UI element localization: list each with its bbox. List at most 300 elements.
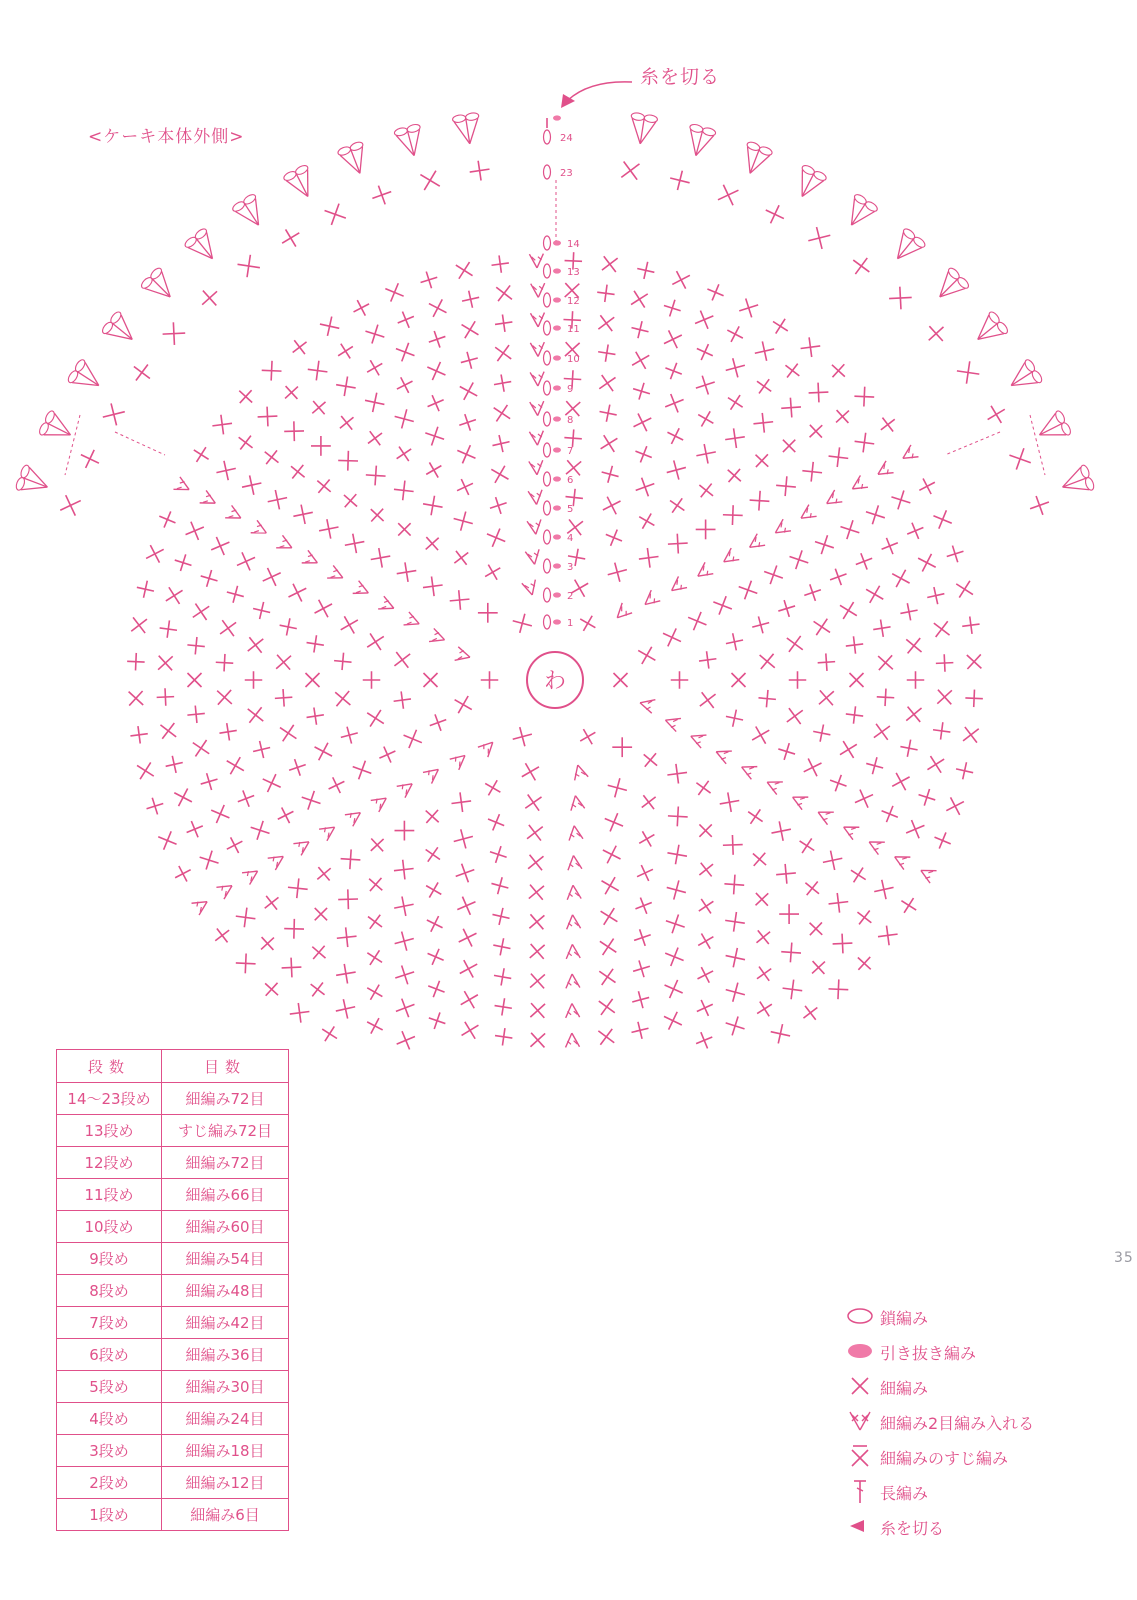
single-crochet-mark <box>892 773 909 790</box>
single-crochet-mark <box>874 724 890 740</box>
single-crochet-mark <box>806 955 831 980</box>
single-crochet-mark <box>396 343 415 362</box>
single-crochet-mark <box>529 885 544 900</box>
single-crochet-mark <box>937 690 952 705</box>
increase-mark <box>849 475 868 494</box>
single-crochet-mark <box>726 1016 745 1035</box>
single-crochet-mark <box>460 382 477 399</box>
single-crochet-mark <box>638 647 655 664</box>
double-crochet-shell-mark <box>969 310 1009 349</box>
single-crochet-mark <box>804 759 822 777</box>
single-crochet-mark <box>60 495 80 515</box>
single-crochet-mark <box>854 387 874 407</box>
single-crochet-mark <box>522 763 539 780</box>
single-crochet-mark <box>899 738 919 758</box>
chain-mark <box>544 264 551 278</box>
stitch-count-cell: 細編み6目 <box>162 1499 289 1531</box>
single-crochet-mark <box>752 961 776 985</box>
single-crochet-mark <box>750 491 770 511</box>
single-crochet-mark <box>371 548 390 567</box>
single-crochet-mark <box>755 341 774 360</box>
single-crochet-mark <box>492 373 512 393</box>
single-crochet-mark <box>422 878 446 902</box>
single-crochet-mark <box>571 580 588 597</box>
single-crochet-mark <box>429 299 447 317</box>
single-crochet-mark <box>668 168 692 192</box>
double-crochet-shell-mark <box>15 464 52 499</box>
legend-label: 細編み2目編み入れる <box>880 1414 1035 1433</box>
double-crochet-shell-mark <box>683 123 716 159</box>
single-crochet-mark <box>631 380 653 402</box>
stitch-count-cell: 細編み60目 <box>162 1211 289 1243</box>
single-crochet-mark <box>608 563 627 582</box>
single-crochet-mark <box>363 910 387 934</box>
single-crochet-mark <box>635 827 659 851</box>
single-crochet-mark <box>809 383 829 403</box>
single-crochet-mark <box>771 821 790 840</box>
single-crochet-mark <box>164 754 185 775</box>
single-crochet-mark <box>259 445 284 470</box>
single-crochet-mark <box>603 497 621 515</box>
chain-mark <box>544 130 551 144</box>
single-crochet-mark <box>363 671 381 689</box>
center-column <box>65 82 1045 708</box>
single-crochet-mark <box>724 631 745 652</box>
single-crochet-mark <box>129 691 144 706</box>
chain-mark <box>544 615 551 629</box>
double-crochet-shell-mark <box>394 123 427 159</box>
single-crochet-mark <box>667 845 686 864</box>
single-crochet-mark <box>158 619 178 639</box>
single-crochet-mark <box>635 260 656 281</box>
round-cell: 3段め <box>57 1435 162 1467</box>
increase-mark <box>840 821 859 840</box>
double-crochet-shell-mark <box>840 193 878 233</box>
single-crochet-mark <box>739 581 758 600</box>
single-crochet-mark <box>665 980 683 998</box>
single-crochet-mark <box>337 927 357 947</box>
single-crochet-mark <box>195 284 223 312</box>
single-crochet-mark <box>277 224 304 251</box>
single-crochet-mark <box>787 636 803 652</box>
single-crochet-mark <box>787 708 803 724</box>
single-crochet-mark <box>309 902 334 927</box>
single-crochet-mark <box>790 550 809 569</box>
double-crochet-shell-mark <box>231 193 269 233</box>
single-crochet-mark <box>462 1022 479 1039</box>
single-crochet-mark <box>421 842 445 866</box>
single-crochet-mark <box>693 996 716 1019</box>
chain-mark <box>544 443 551 457</box>
slip-stitch-mark <box>553 325 561 330</box>
single-crochet-mark <box>305 706 325 726</box>
single-crochet-mark <box>307 940 332 965</box>
single-crochet-mark <box>491 906 512 927</box>
table-row <box>57 1211 289 1243</box>
table-row <box>57 1307 289 1339</box>
single-crochet-mark <box>341 849 361 869</box>
increase-mark <box>918 864 937 883</box>
single-crochet-mark <box>852 951 877 976</box>
table-row <box>57 1435 289 1467</box>
single-crochet-mark <box>916 786 938 808</box>
round-number: 1 <box>567 618 574 629</box>
single-crochet-mark <box>722 463 747 488</box>
single-crochet-mark <box>804 916 829 941</box>
single-crochet-mark <box>827 772 849 794</box>
single-crochet-mark <box>704 281 727 304</box>
increase-mark <box>397 778 417 798</box>
double-crochet-shell-mark <box>452 112 483 146</box>
chain-mark <box>544 381 551 395</box>
single-crochet-mark <box>248 637 264 653</box>
single-crochet-mark <box>210 923 235 948</box>
single-crochet-mark <box>529 914 544 929</box>
round-number: 13 <box>567 267 580 278</box>
single-crochet-mark <box>823 851 842 870</box>
double-crochet-shell-mark <box>101 310 141 349</box>
single-crochet-mark <box>259 977 284 1002</box>
single-crochet-mark <box>668 807 688 827</box>
single-crochet-mark <box>395 409 414 428</box>
single-crochet-mark <box>335 691 350 706</box>
single-crochet-mark <box>665 394 683 412</box>
round-number: 14 <box>567 239 580 250</box>
increase-mark <box>663 714 681 732</box>
single-crochet-mark <box>345 534 364 553</box>
single-crochet-mark <box>598 315 614 331</box>
single-crochet-mark <box>242 475 261 494</box>
single-crochet-mark <box>761 201 788 228</box>
round-number: 2 <box>567 591 574 602</box>
single-crochet-mark <box>621 162 639 180</box>
single-crochet-mark <box>817 653 836 672</box>
single-crochet-mark <box>781 398 801 418</box>
round-cell: 7段め <box>57 1307 162 1339</box>
single-crochet-mark <box>878 535 901 558</box>
single-crochet-mark <box>286 756 308 778</box>
double-crochet-shell-mark <box>337 141 372 178</box>
single-crochet-mark <box>725 428 745 448</box>
increase-mark <box>345 807 364 826</box>
increase-mark <box>866 836 885 855</box>
single-crochet-mark <box>394 896 413 915</box>
table-row <box>57 1083 289 1115</box>
increase-mark <box>529 460 544 475</box>
single-crochet-mark <box>451 792 471 812</box>
stitch-count-cell: 細編み54目 <box>162 1243 289 1275</box>
chain-mark <box>544 236 551 250</box>
single-crochet-mark <box>602 877 619 894</box>
round-number: 6 <box>567 475 574 486</box>
single-crochet-mark <box>423 496 442 515</box>
single-crochet-mark <box>724 875 744 895</box>
chain-mark <box>544 412 551 426</box>
single-crochet-mark <box>289 584 307 602</box>
single-crochet-mark <box>258 407 278 427</box>
increase-mark <box>530 313 545 328</box>
single-crochet-mark <box>853 550 876 573</box>
single-crochet-mark <box>672 271 690 289</box>
round-cell: 1段め <box>57 1499 162 1531</box>
single-crochet-mark <box>394 652 410 668</box>
slip-stitch-mark <box>553 534 561 539</box>
single-crochet-mark <box>315 600 332 617</box>
increase-mark <box>567 855 582 870</box>
increase-mark <box>566 914 581 929</box>
increase-mark <box>764 776 783 795</box>
single-crochet-mark <box>290 1003 310 1023</box>
cut-yarn-label: 糸を切る <box>640 66 721 88</box>
double-crochet-shell-mark <box>790 164 827 203</box>
single-crochet-mark <box>225 584 246 605</box>
increase-mark <box>891 851 910 870</box>
double-crochet-shell-mark <box>38 410 77 447</box>
single-crochet-mark <box>233 384 258 409</box>
single-crochet-mark <box>632 894 655 917</box>
single-crochet-mark <box>156 688 174 706</box>
stitch-count-cell: 細編み36目 <box>162 1339 289 1371</box>
single-crochet-mark <box>667 460 686 479</box>
single-crochet-mark <box>944 543 966 565</box>
single-crochet-mark <box>634 414 652 432</box>
increase-mark <box>302 550 321 569</box>
starting-chains <box>544 115 562 629</box>
single-crochet-mark <box>460 289 481 310</box>
increase-mark <box>293 836 312 855</box>
single-crochet-mark <box>129 725 149 745</box>
single-crochet-mark <box>829 447 849 467</box>
single-crochet-mark <box>363 872 388 897</box>
increase-mark <box>571 763 588 780</box>
chain-mark <box>544 293 551 307</box>
single-crochet-mark <box>238 255 260 277</box>
page-number: 35 <box>1114 1250 1134 1266</box>
single-crochet-mark <box>220 620 236 636</box>
single-crochet-mark <box>127 653 145 671</box>
table-row <box>57 1275 289 1307</box>
single-crochet-mark <box>528 855 543 870</box>
increase-icon <box>846 1408 874 1434</box>
single-crochet-mark <box>263 774 281 792</box>
single-crochet-mark <box>633 861 656 884</box>
chain-mark <box>544 165 551 179</box>
single-crochet-mark <box>599 969 615 985</box>
increase-mark <box>455 647 472 664</box>
double-crochet-shell-mark <box>282 164 319 203</box>
single-crochet-mark <box>494 313 514 333</box>
single-crochet-mark <box>664 330 682 348</box>
single-crochet-mark <box>696 520 716 540</box>
increase-mark <box>565 1003 580 1018</box>
round-cell: 12段め <box>57 1147 162 1179</box>
round-number: 5 <box>567 504 574 515</box>
single-crochet-mark <box>397 1031 415 1049</box>
single-crochet-mark <box>424 945 447 968</box>
single-crochet-mark <box>878 655 893 670</box>
single-crochet-mark <box>287 335 312 360</box>
single-crochet-mark <box>385 283 403 301</box>
single-crochet-mark <box>308 361 328 381</box>
single-crochet-mark <box>771 1024 790 1043</box>
single-crochet-mark <box>393 373 417 397</box>
double-crochet-shell-mark <box>140 266 180 306</box>
single-crochet-mark <box>363 945 387 969</box>
increase-mark <box>790 791 809 810</box>
single-crochet-mark <box>468 159 491 182</box>
double-crochet-shell-mark <box>887 227 926 267</box>
single-crochet-mark <box>251 600 272 621</box>
single-crochet-mark <box>171 862 195 886</box>
single-crochet-mark <box>305 634 325 654</box>
single-crochet-mark <box>223 833 247 857</box>
single-crochet-mark <box>638 748 663 773</box>
single-crochet-mark <box>311 436 331 456</box>
single-crochet-mark <box>319 519 338 538</box>
round-number: 3 <box>567 562 574 573</box>
increase-mark <box>529 431 544 446</box>
single-crochet-mark <box>631 927 653 949</box>
round-number: 7 <box>567 446 574 457</box>
single-crochet-mark <box>172 552 194 574</box>
increase-mark <box>478 737 498 757</box>
single-crochet-mark <box>255 931 280 956</box>
single-crochet-mark <box>599 999 615 1015</box>
dashed-guide-right-2 <box>1030 415 1045 475</box>
increase-mark <box>450 750 470 770</box>
single-crochet-mark <box>426 328 448 350</box>
table-row <box>57 1179 289 1211</box>
single-crochet-mark <box>183 818 206 841</box>
increase-mark <box>612 603 632 623</box>
single-crochet-mark <box>751 925 776 950</box>
single-crochet-mark <box>251 821 270 840</box>
slip-stitch-mark <box>553 619 561 624</box>
single-crochet-mark <box>845 635 864 654</box>
single-crochet-mark <box>485 811 508 834</box>
single-crochet-mark <box>891 490 910 509</box>
single-crochet-mark <box>629 319 650 340</box>
single-crochet-mark <box>605 813 623 831</box>
outer-rounds <box>15 112 1096 518</box>
single-crochet-mark <box>601 908 618 925</box>
single-crochet-mark <box>904 519 927 542</box>
single-crochet-mark <box>723 505 743 525</box>
increase-mark <box>815 806 834 825</box>
single-crochet-mark <box>855 790 873 808</box>
single-crochet-mark <box>491 466 508 483</box>
single-crochet-mark <box>158 831 176 849</box>
single-crochet-mark <box>598 1029 614 1045</box>
single-crochet-mark <box>215 654 233 672</box>
single-crochet-mark <box>216 461 235 480</box>
increase-mark <box>530 342 545 357</box>
single-crochet-mark <box>576 725 600 749</box>
single-crochet-mark <box>193 740 209 756</box>
single-crochet-mark <box>456 864 475 883</box>
single-crochet-mark <box>320 317 339 336</box>
single-crochet-mark <box>632 443 655 466</box>
single-crochet-mark <box>934 621 950 637</box>
legend-label: 引き抜き編み <box>880 1344 977 1363</box>
single-crochet-mark <box>758 689 777 708</box>
round-number: 23 <box>560 168 573 179</box>
single-crochet-mark <box>566 460 581 475</box>
legend-label: 長編み <box>880 1484 929 1503</box>
single-crochet-mark <box>278 617 299 638</box>
single-crochet-mark <box>724 708 745 729</box>
single-crochet-mark <box>800 876 825 901</box>
single-crochet-mark <box>691 776 715 800</box>
increase-mark <box>251 520 270 539</box>
single-crochet-mark <box>631 958 653 980</box>
single-crochet-mark <box>814 619 830 635</box>
single-crochet-mark <box>608 778 627 797</box>
single-crochet-mark <box>394 860 414 880</box>
single-crochet-mark <box>198 771 220 793</box>
single-crochet-mark <box>365 833 390 858</box>
single-crochet-mark <box>425 978 448 1001</box>
stitch-count-cell: 細編み18目 <box>162 1435 289 1467</box>
single-crochet-mark <box>156 508 179 531</box>
single-crochet-mark <box>186 522 204 540</box>
round-cell: 8段め <box>57 1275 162 1307</box>
single-crochet-mark <box>235 787 258 810</box>
single-crochet-mark <box>262 361 282 381</box>
slip-stitch-mark <box>553 268 561 273</box>
single-crochet-mark <box>906 707 921 722</box>
single-crochet-mark <box>957 361 979 383</box>
slip-stitch-mark <box>553 563 561 568</box>
single-crochet-mark <box>492 967 512 987</box>
stitch-count-cell: 細編み42目 <box>162 1307 289 1339</box>
single-crochet-mark <box>718 185 738 205</box>
single-crochet-mark <box>341 616 358 633</box>
single-crochet-mark <box>783 980 803 1000</box>
chain-mark <box>544 472 551 486</box>
single-crochet-mark <box>394 308 417 331</box>
single-crochet-mark <box>135 579 156 600</box>
single-crochet-mark <box>454 829 473 848</box>
single-crochet-mark <box>227 757 244 774</box>
single-crochet-mark <box>353 761 372 780</box>
single-crochet-mark <box>602 526 625 549</box>
single-crochet-mark <box>933 510 951 528</box>
single-crochet-mark <box>845 705 864 724</box>
increase-mark <box>739 761 758 780</box>
single-crochet-mark <box>233 430 258 455</box>
single-crochet-mark <box>495 345 511 361</box>
single-crochet-mark <box>460 960 477 977</box>
chain-mark <box>544 588 551 602</box>
increase-mark <box>319 821 338 840</box>
round-number: 4 <box>567 533 574 544</box>
single-crochet-mark <box>664 1012 682 1030</box>
single-crochet-mark <box>954 760 975 781</box>
single-crochet-mark <box>481 560 505 584</box>
single-crochet-mark <box>513 727 532 746</box>
single-crochet-mark <box>490 254 510 274</box>
table-row <box>57 1115 289 1147</box>
single-crochet-mark <box>395 821 415 841</box>
chain-mark <box>544 530 551 544</box>
single-crochet-mark <box>725 912 745 932</box>
single-crochet-mark <box>274 804 297 827</box>
stitch-count-cell: 細編み72目 <box>162 1083 289 1115</box>
single-crochet-mark <box>698 650 718 670</box>
single-crochet-mark <box>418 269 440 291</box>
single-crochet-mark <box>284 421 304 441</box>
